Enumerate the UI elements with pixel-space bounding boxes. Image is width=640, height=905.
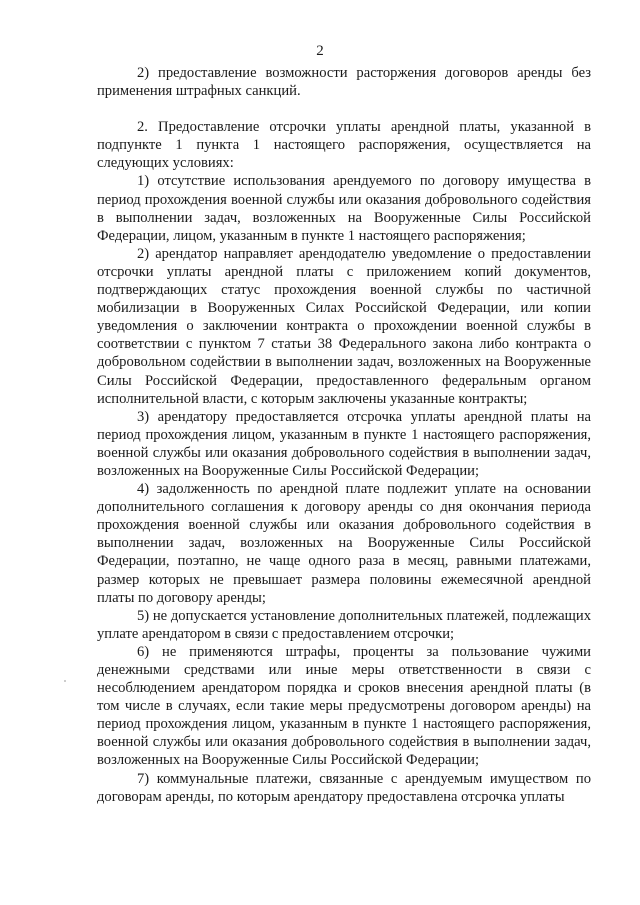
paragraph-termination-option: 2) предоставление возможности расторжения договоров аренды без применения штрафных санкций. (97, 65, 591, 100)
paragraph-condition-4: 4) задолженность по арендной плате подлежит уплате на основании дополнительного соглашения к договору аренды со дня окончания периода прохождения военной службы или оказания добровольного содействия в выполнении задач, возложенных на Вооруженные Силы Российской Федерации, поэтапно, не чаще одного раза в месяц, равными платежами, размер которых не превышает размера половины ежемесячной арендной платы по договору аренды; (97, 481, 591, 606)
paragraph-condition-5: 5) не допускается установление дополнительных платежей, подлежащих уплате арендатором в связи с предоставлением отсрочки; (97, 607, 591, 642)
paragraph-condition-7: 7) коммунальные платежи, связанные с арендуемым имуществом по договорам аренды, по которым арендатору предоставлена отсрочка уплаты (97, 770, 591, 805)
paragraph-condition-6: 6) не применяются штрафы, проценты за пользование чужими денежными средствами или иные меры ответственности в связи с несоблюдением арендатором порядка и сроков внесения арендной платы (в том числе в случаях, если такие меры предусмотрены договором аренды) на период прохождения лицом, указанным в пункте 1 настоящего распоряжения, военной службы или оказания добровольного содействия в выполнении задач, возложенных на Вооруженные Силы Российской Федерации; (97, 643, 591, 769)
paragraph-condition-3: 3) арендатору предоставляется отсрочка уплаты арендной платы на период прохождения лицом, указанным в пункте 1 настоящего распоряжения, военной службы или оказания добровольного содействия в выполнении задач, возложенных на Вооруженные Силы Российской Федерации; (97, 408, 591, 479)
paragraph-condition-2: 2) арендатор направляет арендодателю уведомление о предоставлении отсрочки уплаты арендной платы с приложением копий документов, подтверждающих статус прохождения военной службы по частичной мобилизации в Вооруженных Силах Российской Федерации, или копии уведомления о заключении контракта о прохождении военной службы в соответствии с пунктом 7 статьи 38 Федерального закона либо контракта о добровольном содействии в выполнении задач, возложенных на Вооруженные Силы Российской Федерации, предоставленного федеральным органом исполнительной власти, с которым заключены указанные контракты; (97, 245, 591, 407)
scan-speck (64, 680, 66, 682)
paragraph-section-2-intro: 2. Предоставление отсрочки уплаты арендной платы, указанной в подпункте 1 пункта 1 настоящего распоряжения, осуществляется на следующих условиях: (97, 119, 591, 172)
page-number: 2 (316, 43, 324, 59)
document-body (97, 64, 591, 806)
paragraph-condition-1: 1) отсутствие использования арендуемого по договору имущества в период прохождения военной службы или оказания добровольного содействия в выполнении задач, возложенных на Вооруженные Силы Российской Федерации, лицом, указанным в пункте 1 настоящего распоряжения; (97, 173, 591, 244)
